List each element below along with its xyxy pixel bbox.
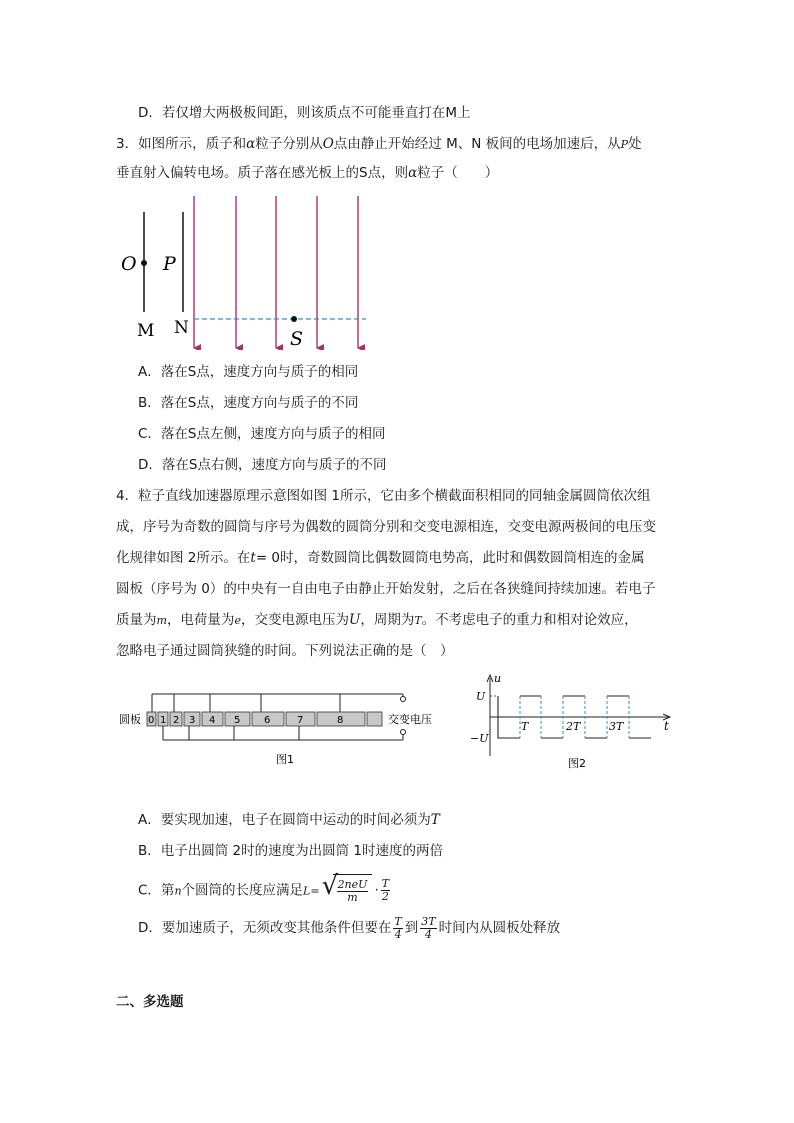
q4-stem-line2: 成，序号为奇数的圆筒与序号为偶数的圆筒分别和交变电源相连，交变电源两极间的电压变 — [116, 519, 656, 535]
label-u-pos: U — [476, 690, 486, 703]
q4-option-d: D．要加速质子，无须改变其他条件但要在 $\frac{T}{4}$ 到 $\frac{3T}{4}$ 时间内从圆板处释放 — [138, 914, 561, 941]
q3-option-b: B．落在S点，速度方向与质子的不同 — [138, 395, 359, 411]
tube-label: 2 — [173, 715, 180, 726]
q3-deflection-figure — [110, 190, 380, 350]
tube-label: 7 — [297, 715, 304, 726]
q3-option-a: A．落在S点，速度方向与质子的相同 — [138, 364, 359, 380]
label-p: P — [163, 253, 176, 275]
tube-label: 8 — [337, 715, 344, 726]
label-u-neg: −U — [470, 732, 489, 745]
tick-label-2T: 2T — [566, 720, 581, 733]
tick-label-T: T — [521, 720, 529, 733]
axis-t-label: t — [664, 719, 669, 733]
tube-label: 1 — [160, 715, 167, 726]
axis-u-label: u — [494, 672, 502, 685]
tube-label: 5 — [234, 715, 241, 726]
tube-label: 6 — [264, 715, 271, 726]
q4-stem-line1: 4．粒子直线加速器原理示意图如图 1所示，它由多个横截面积相同的同轴金属圆筒依次组 — [116, 488, 651, 504]
tube-label: 0 — [148, 715, 155, 726]
label-n: N — [174, 318, 189, 338]
tube-9 — [367, 712, 382, 726]
section-title: 二、多选题 — [116, 994, 184, 1010]
tube-label: 4 — [209, 715, 216, 726]
sqrt-expression: √ $\frac{\text{2neU}}{m}$ — [322, 874, 373, 907]
q4-stem-line4: 圆板（序号为 0）的中央有一自由电子由静止开始发射，之后在各狭缝间持续加速。若电子 — [116, 581, 656, 597]
figure1-caption: 图1 — [276, 753, 294, 766]
tube-label: 3 — [189, 715, 196, 726]
point-s — [291, 316, 297, 322]
label-m: M — [137, 321, 155, 341]
point-o — [141, 260, 147, 266]
q4-option-b: B．电子出圆筒 2时的速度为出圆筒 1时速度的两倍 — [138, 843, 444, 859]
q4-option-c: C．第n个圆筒的长度应满足L= √ $\frac{\text{2neU}}{m}$ · $\frac{T}{2}$ — [138, 874, 392, 908]
plate-label: 圆板 — [119, 713, 141, 726]
q2-option-d: D．若仅增大两极板间距，则该质点不可能垂直打在M上 — [138, 105, 471, 121]
q4-stem-line5: 质量为m，电荷量为e，交变电源电压为U，周期为T。不考虑电子的重力和相对论效应， — [116, 612, 638, 628]
q4-figure2-square-wave — [468, 672, 678, 772]
q4-figure1-accelerator — [116, 686, 446, 766]
source-label: 交变电压 — [388, 713, 432, 726]
label-o: O — [121, 253, 137, 275]
q3-stem-line2: 垂直射入偏转电场。质子落在感光板上的S点，则α粒子（ ） — [116, 165, 499, 181]
q3-option-d: D．落在S点右侧，速度方向与质子的不同 — [138, 457, 387, 473]
q3-stem-line1: 3．如图所示，质子和α粒子分别从O点由静止开始经过 M、N 板间的电场加速后，从P处 — [116, 136, 642, 152]
label-s: S — [290, 328, 304, 350]
q3-option-c: C．落在S点左侧，速度方向与质子的相同 — [138, 426, 386, 442]
tick-label-3T: 3T — [609, 720, 624, 733]
q4-option-a: A．要实现加速，电子在圆筒中运动的时间必须为T — [138, 812, 440, 828]
q4-stem-line6: 忽略电子通过圆筒狭缝的时间。下列说法正确的是（ ） — [116, 643, 454, 659]
figure2-caption: 图2 — [568, 757, 586, 770]
q4-stem-line3: 化规律如图 2所示。在t= 0时，奇数圆筒比偶数圆筒电势高，此时和偶数圆筒相连的金属 — [116, 550, 645, 566]
